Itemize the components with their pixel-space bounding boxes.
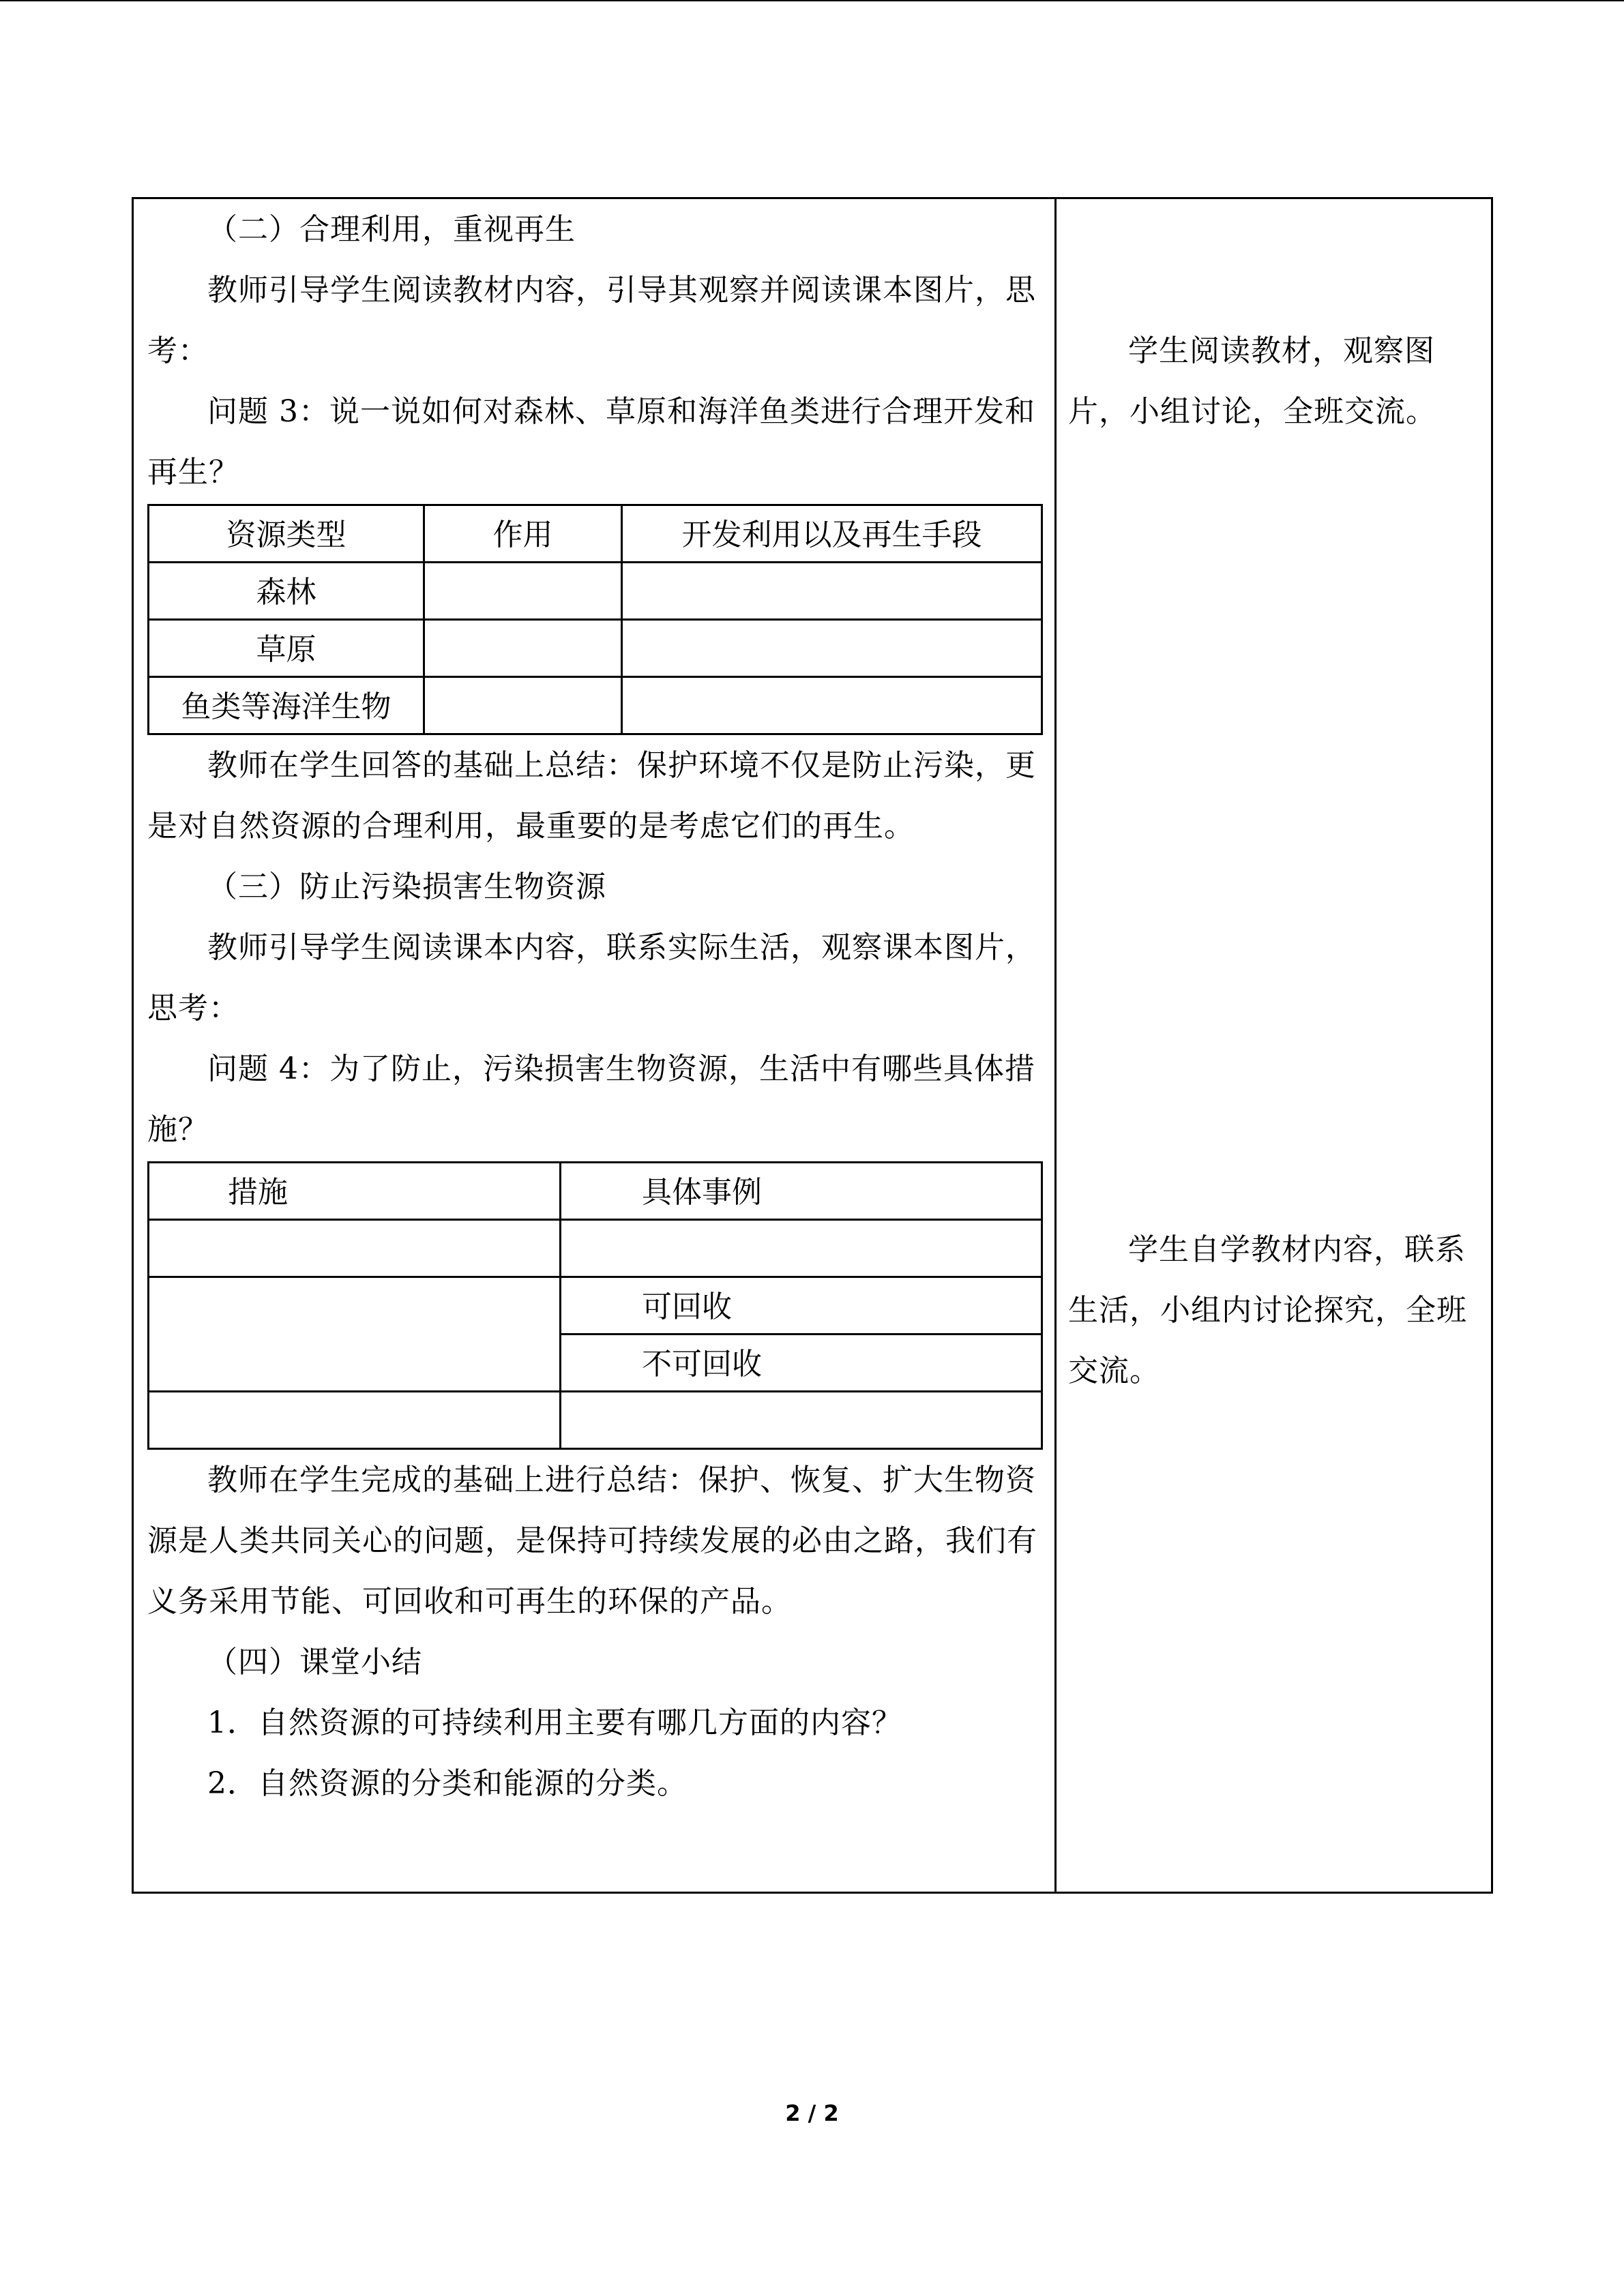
- table-cell: [424, 620, 622, 677]
- summary-item-2: 2．自然资源的分类和能源的分类。: [207, 1766, 688, 1801]
- measures-table: [147, 1161, 1043, 1450]
- table-row: [149, 1392, 1042, 1449]
- row-label-marine: 鱼类等海洋生物: [149, 677, 424, 734]
- header-examples: 具体事例: [561, 1163, 1042, 1220]
- section3-summary: 教师在学生完成的基础上进行总结：保护、恢复、扩大生物资源是人类共同关心的问题，是保持可持续发展的必由之路，我们有义务采用节能、可回收和可再生的环保的产品。: [147, 1463, 1037, 1619]
- table-cell: [622, 677, 1042, 734]
- table-row: [149, 1220, 1042, 1277]
- header-measures: 措施: [149, 1163, 561, 1220]
- section2-intro: 教师引导学生阅读教材内容，引导其观察并阅读课本图片，思考：: [147, 273, 1036, 368]
- question-4: 问题 4：为了防止，污染损害生物资源，生活中有哪些具体措施？: [147, 1052, 1035, 1147]
- student-activity-2: 学生自学教材内容，联系生活，小组内讨论探究，全班交流。: [1068, 1232, 1467, 1388]
- table-row: [149, 563, 1042, 620]
- resource-table: [147, 504, 1043, 735]
- table-cell: [622, 620, 1042, 677]
- teacher-activity-column: [147, 199, 1041, 1814]
- column-divider: [1054, 199, 1057, 1892]
- table-cell: [561, 1220, 1042, 1277]
- lesson-table: [132, 197, 1493, 1894]
- table-cell: [424, 563, 622, 620]
- table-row: [149, 620, 1042, 677]
- table-cell: [149, 1277, 561, 1392]
- measures-table-header-row: [149, 1163, 1042, 1220]
- table-cell: [424, 677, 622, 734]
- section3-intro: 教师引导学生阅读课本内容，联系实际生活，观察课本图片，思考：: [147, 930, 1036, 1026]
- header-function: 作用: [424, 505, 622, 563]
- header-development-means: 开发利用以及再生手段: [622, 505, 1042, 563]
- student-activity-column: [1068, 199, 1477, 1401]
- table-cell: [149, 1220, 561, 1277]
- table-cell: [622, 563, 1042, 620]
- top-rule: [0, 0, 1624, 1]
- section4-heading: （四）课堂小结: [207, 1645, 422, 1680]
- table-cell: [561, 1392, 1042, 1449]
- summary-item-1: 1．自然资源的可持续利用主要有哪几方面的内容？: [207, 1705, 902, 1740]
- student-activity-1: 学生阅读教材，观察图片，小组讨论，全班交流。: [1068, 333, 1436, 429]
- question-3: 问题 3：说一说如何对森林、草原和海洋鱼类进行合理开发和再生？: [147, 394, 1035, 490]
- header-resource-type: 资源类型: [149, 505, 424, 563]
- page-number: 2 / 2: [785, 2100, 839, 2126]
- table-row: [149, 1277, 1042, 1335]
- table-cell: [149, 1392, 561, 1449]
- row-label-forest: 森林: [149, 563, 424, 620]
- table-row: [149, 677, 1042, 734]
- cell-nonrecyclable: 不可回收: [561, 1335, 1042, 1392]
- row-label-grassland: 草原: [149, 620, 424, 677]
- section2-heading: （二）合理利用，重视再生: [207, 212, 576, 247]
- resource-table-header-row: [149, 505, 1042, 563]
- section2-summary: 教师在学生回答的基础上总结：保护环境不仅是防止污染，更是对自然资源的合理利用，最重要的是考虑它们的再生。: [147, 748, 1036, 844]
- cell-recyclable: 可回收: [561, 1277, 1042, 1335]
- section3-heading: （三）防止污染损害生物资源: [207, 869, 606, 904]
